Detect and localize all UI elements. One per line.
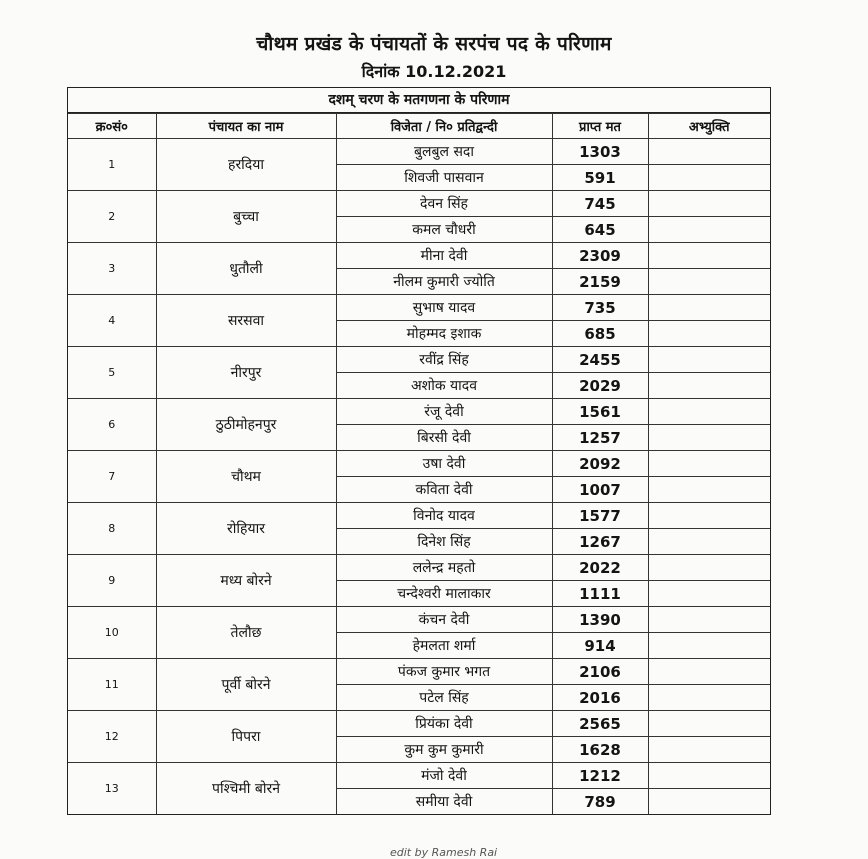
remarks-cell (648, 269, 770, 295)
table-row (68, 347, 770, 373)
table-row (68, 399, 770, 425)
panchayat-name: तेलौछ (156, 607, 336, 659)
runner-up-name: चन्देश्वरी मालाकार (336, 581, 552, 607)
winner-votes: 1212 (552, 763, 648, 789)
winner-name: विनोद यादव (336, 503, 552, 529)
header-row (68, 114, 770, 139)
serial-number: 3 (68, 243, 156, 295)
winner-votes: 735 (552, 295, 648, 321)
runner-up-name: समीया देवी (336, 789, 552, 815)
remarks-cell (648, 503, 770, 529)
winner-name: पंकज कुमार भगत (336, 659, 552, 685)
panchayat-name: पश्चिमी बोरने (156, 763, 336, 815)
table-row (68, 243, 770, 269)
serial-number: 11 (68, 659, 156, 711)
runner-up-name: शिवजी पासवान (336, 165, 552, 191)
footer-credit: edit by Ramesh Rai (390, 846, 498, 859)
header-votes: प्राप्त मत (552, 114, 648, 139)
remarks-cell (648, 685, 770, 711)
winner-votes: 745 (552, 191, 648, 217)
remarks-cell (648, 139, 770, 165)
winner-votes: 2022 (552, 555, 648, 581)
runner-up-votes: 789 (552, 789, 648, 815)
remarks-cell (648, 477, 770, 503)
panchayat-name: धुतौली (156, 243, 336, 295)
table-row (68, 607, 770, 633)
serial-number: 8 (68, 503, 156, 555)
winner-votes: 1577 (552, 503, 648, 529)
remarks-cell (648, 789, 770, 815)
panchayat-name: बुच्चा (156, 191, 336, 243)
winner-votes: 2092 (552, 451, 648, 477)
runner-up-votes: 1257 (552, 425, 648, 451)
runner-up-votes: 2159 (552, 269, 648, 295)
remarks-cell (648, 321, 770, 347)
panchayat-name: सरसवा (156, 295, 336, 347)
results-sheet (67, 87, 771, 815)
table-row (68, 555, 770, 581)
runner-up-votes: 645 (552, 217, 648, 243)
results-body (68, 139, 770, 815)
remarks-cell (648, 711, 770, 737)
winner-votes: 1561 (552, 399, 648, 425)
table-row (68, 139, 770, 165)
results-table (68, 113, 770, 814)
remarks-cell (648, 243, 770, 269)
runner-up-name: बिरसी देवी (336, 425, 552, 451)
serial-number: 1 (68, 139, 156, 191)
document-title: चौथम प्रखंड के पंचायतों के सरपंच पद के परिणाम (256, 33, 612, 55)
table-row (68, 659, 770, 685)
winner-name: बुलबुल सदा (336, 139, 552, 165)
serial-number: 4 (68, 295, 156, 347)
runner-up-votes: 591 (552, 165, 648, 191)
runner-up-name: मोहम्मद इशाक (336, 321, 552, 347)
panchayat-name: रोहियार (156, 503, 336, 555)
serial-number: 9 (68, 555, 156, 607)
panchayat-name: नीरपुर (156, 347, 336, 399)
panchayat-name: पूर्वी बोरने (156, 659, 336, 711)
winner-name: उषा देवी (336, 451, 552, 477)
runner-up-name: पटेल सिंह (336, 685, 552, 711)
header-candidate: विजेता / नि० प्रतिद्वन्दी (336, 114, 552, 139)
remarks-cell (648, 373, 770, 399)
table-row (68, 295, 770, 321)
remarks-cell (648, 659, 770, 685)
remarks-cell (648, 425, 770, 451)
winner-name: मंजो देवी (336, 763, 552, 789)
table-row (68, 503, 770, 529)
runner-up-votes: 2016 (552, 685, 648, 711)
remarks-cell (648, 191, 770, 217)
winner-name: कंचन देवी (336, 607, 552, 633)
remarks-cell (648, 295, 770, 321)
runner-up-name: कविता देवी (336, 477, 552, 503)
serial-number: 10 (68, 607, 156, 659)
winner-name: रंजू देवी (336, 399, 552, 425)
runner-up-votes: 1628 (552, 737, 648, 763)
remarks-cell (648, 555, 770, 581)
remarks-cell (648, 165, 770, 191)
serial-number: 6 (68, 399, 156, 451)
table-row (68, 763, 770, 789)
winner-votes: 1390 (552, 607, 648, 633)
winner-votes: 1303 (552, 139, 648, 165)
runner-up-name: हेमलता शर्मा (336, 633, 552, 659)
winner-name: रवींद्र सिंह (336, 347, 552, 373)
runner-up-votes: 2029 (552, 373, 648, 399)
runner-up-votes: 685 (552, 321, 648, 347)
header-remarks: अभ्युक्ति (648, 114, 770, 139)
table-row (68, 711, 770, 737)
remarks-cell (648, 763, 770, 789)
remarks-cell (648, 451, 770, 477)
header-sn: क्र०सं० (68, 114, 156, 139)
panchayat-name: चौथम (156, 451, 336, 503)
runner-up-votes: 914 (552, 633, 648, 659)
winner-name: ललेन्द्र महतो (336, 555, 552, 581)
serial-number: 5 (68, 347, 156, 399)
remarks-cell (648, 581, 770, 607)
document-date: दिनांक 10.12.2021 (361, 62, 507, 81)
runner-up-name: कुम कुम कुमारी (336, 737, 552, 763)
panchayat-name: ठुठीमोहनपुर (156, 399, 336, 451)
runner-up-name: कमल चौधरी (336, 217, 552, 243)
winner-votes: 2565 (552, 711, 648, 737)
winner-votes: 2106 (552, 659, 648, 685)
serial-number: 2 (68, 191, 156, 243)
remarks-cell (648, 217, 770, 243)
winner-name: प्रियंका देवी (336, 711, 552, 737)
panchayat-name: हरदिया (156, 139, 336, 191)
panchayat-name: मध्य बोरने (156, 555, 336, 607)
winner-votes: 2455 (552, 347, 648, 373)
table-row (68, 451, 770, 477)
remarks-cell (648, 633, 770, 659)
winner-name: मीना देवी (336, 243, 552, 269)
runner-up-votes: 1267 (552, 529, 648, 555)
runner-up-name: अशोक यादव (336, 373, 552, 399)
remarks-cell (648, 607, 770, 633)
remarks-cell (648, 737, 770, 763)
runner-up-votes: 1007 (552, 477, 648, 503)
phase-heading: दशम् चरण के मतगणना के परिणाम (68, 88, 770, 113)
runner-up-votes: 1111 (552, 581, 648, 607)
winner-name: देवन सिंह (336, 191, 552, 217)
winner-votes: 2309 (552, 243, 648, 269)
remarks-cell (648, 347, 770, 373)
serial-number: 7 (68, 451, 156, 503)
winner-name: सुभाष यादव (336, 295, 552, 321)
runner-up-name: नीलम कुमारी ज्योति (336, 269, 552, 295)
remarks-cell (648, 399, 770, 425)
remarks-cell (648, 529, 770, 555)
panchayat-name: पिपरा (156, 711, 336, 763)
header-panchayat: पंचायत का नाम (156, 114, 336, 139)
serial-number: 12 (68, 711, 156, 763)
serial-number: 13 (68, 763, 156, 815)
runner-up-name: दिनेश सिंह (336, 529, 552, 555)
table-row (68, 191, 770, 217)
